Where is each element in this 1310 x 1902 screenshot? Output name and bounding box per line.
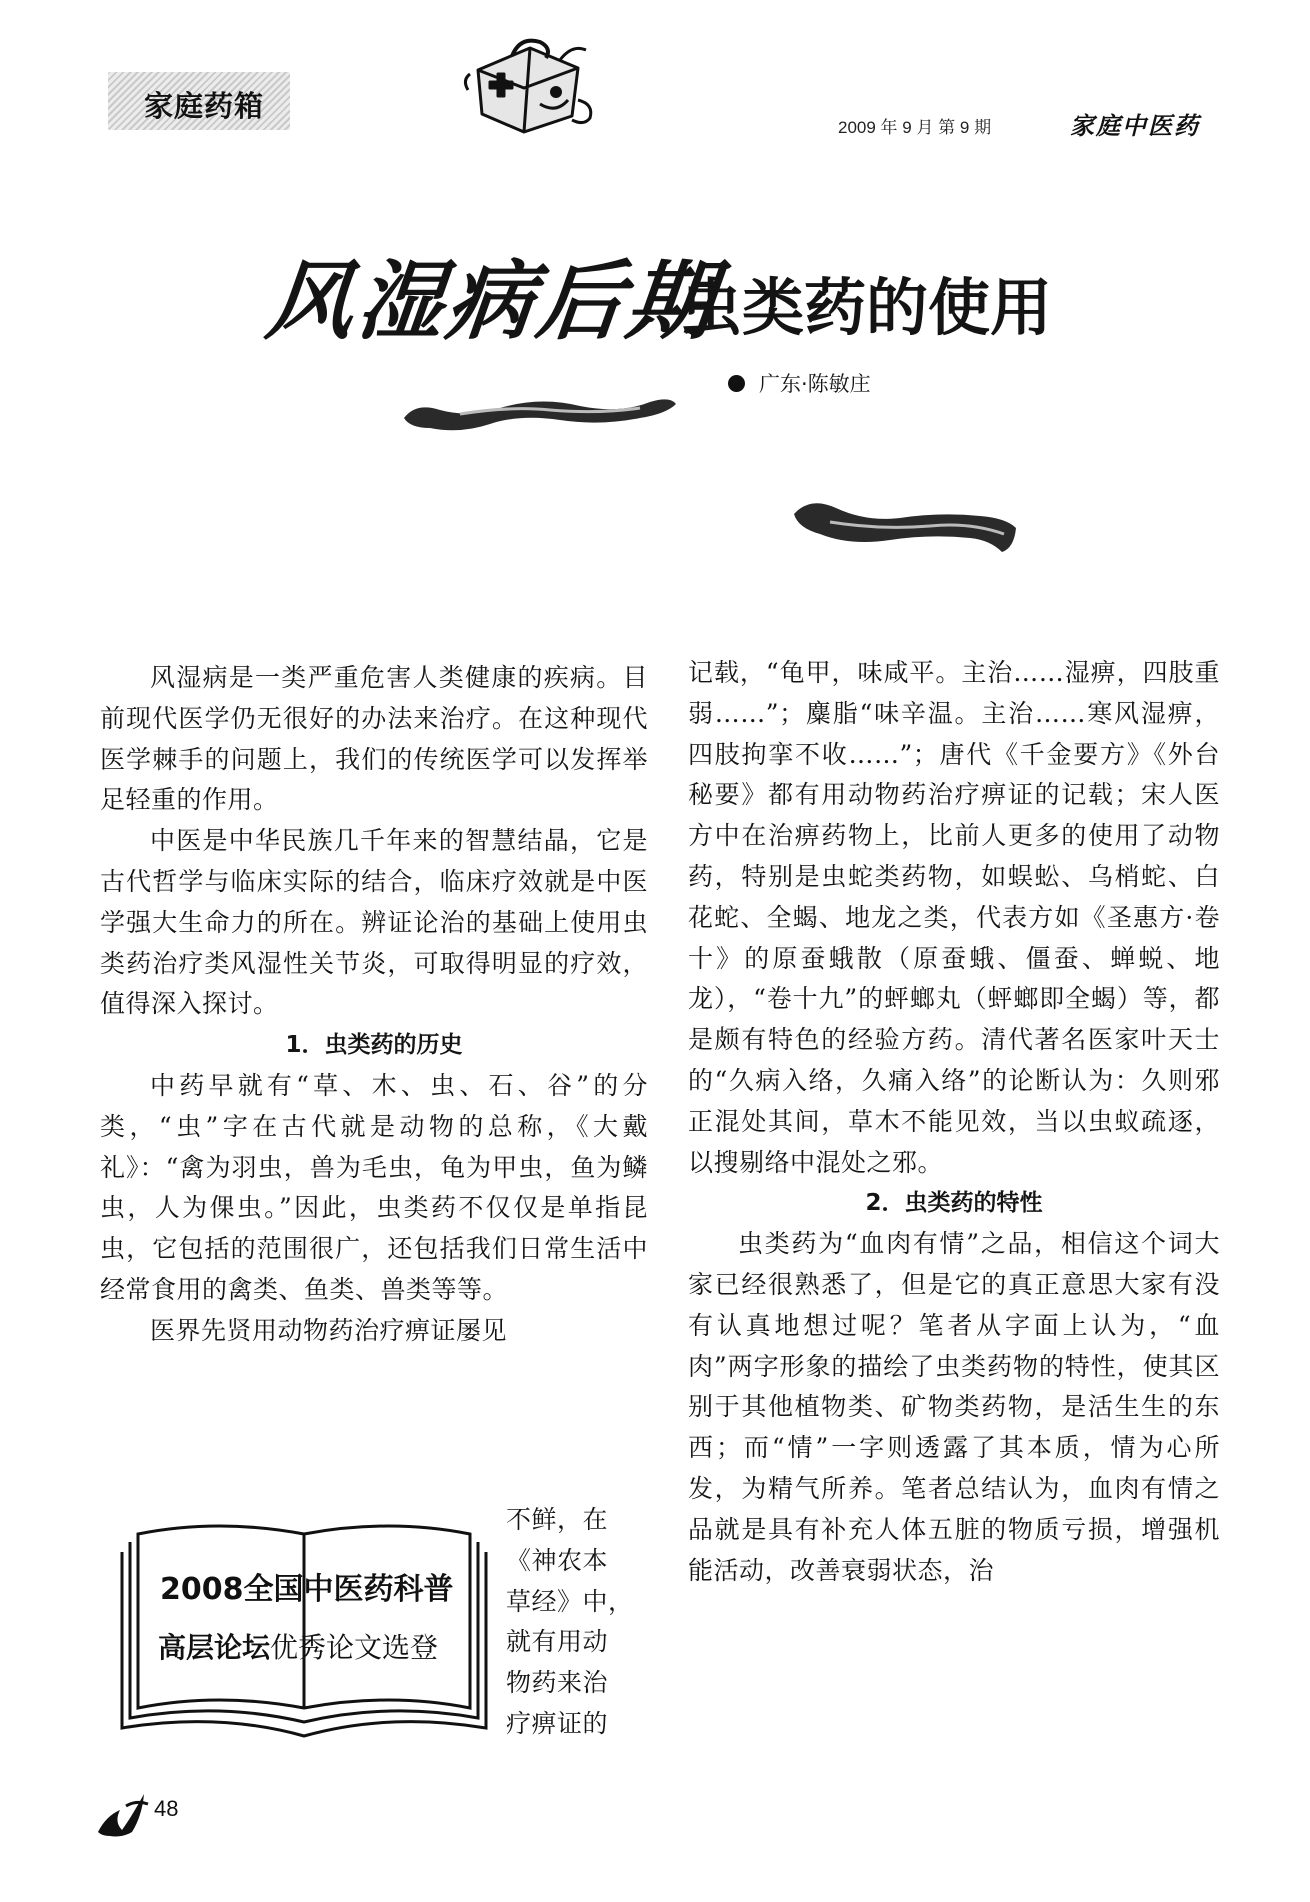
section-heading: 2．虫类药的特性 bbox=[865, 1190, 1043, 1217]
byline bbox=[728, 368, 871, 398]
text-line: 疗痹证的 bbox=[506, 1708, 609, 1738]
medicine-kit-icon bbox=[460, 30, 600, 140]
author-name: 广东·陈敏庄 bbox=[759, 372, 871, 396]
text-line: 草经》中， bbox=[506, 1586, 634, 1616]
text-line: 不鲜，在 bbox=[506, 1505, 609, 1534]
text-line: 就有用动 bbox=[506, 1627, 609, 1657]
page-ornament-icon bbox=[92, 1786, 162, 1840]
journal-name: 家庭中医药 bbox=[1070, 112, 1200, 140]
article-title-part1: 风湿病后期 bbox=[261, 252, 723, 352]
text-line: 《神农本 bbox=[506, 1545, 609, 1575]
paragraph: 医界先贤用动物药治疗痹证屡见 bbox=[150, 1315, 508, 1345]
bullet-icon bbox=[728, 375, 745, 392]
paragraph: 中医是中华民族几千年来的智慧结晶，它是古代哲学与临床实际的结合，临床疗效就是中医学强大生命力的所在。辨证论治的基础上使用虫类药治疗类风湿性关节炎，可取得明显的疗效，值得深入探讨。 bbox=[100, 826, 648, 1019]
banner-subtitle bbox=[158, 1626, 438, 1666]
banner-subtitle-bold: 高层论坛 bbox=[158, 1631, 271, 1664]
paragraph: 中药早就有“草、木、虫、石、谷”的分类，“虫”字在古代就是动物的总称，《大戴礼》：“禽为羽虫，兽为毛虫，龟为甲虫，鱼为鳞虫，人为倮虫。”因此，虫类药不仅仅是单指昆虫，它包括的范围很广，还包括我们日常生活中经常食用的禽类、鱼类、兽类等等。 bbox=[100, 1070, 648, 1304]
section-heading: 1．虫类药的历史 bbox=[285, 1032, 463, 1059]
text-line: 物药来治 bbox=[506, 1668, 609, 1698]
article-title-part2: 虫类药的使用 bbox=[680, 271, 1053, 344]
paragraph: 记载，“龟甲，味咸平。主治……湿痹，四肢重弱……”；麋脂“味辛温。主治……寒风湿痹，四肢拘挛不收……”；唐代《千金要方》《外台秘要》都有用动物药治疗痹证的记载；宋人医方中在治痹药物上，比前人更多的使用了动物药，特别是虫蛇类药物，如蜈蚣、乌梢蛇、白花蛇、全蝎、地龙之类，代表方如《圣惠方·卷十》的原蚕蛾散（原蚕蛾、僵蚕、蝉蜕、地龙），“卷十九”的蚲螂丸（蚲螂即全蝎）等，都是颇有特色的经验方药。清代著名医家叶天士的“久病入络，久痛入络”的论断认为：久则邪正混处其间，草木不能见效，当以虫蚁疏逐，以搜剔络中混处之邪。 bbox=[688, 658, 1220, 1177]
paragraph: 虫类药为“血肉有情”之品，相信这个词大家已经很熟悉了，但是它的真正意思大家有没有认真地想过呢？笔者从字面上认为，“血肉”两字形象的描绘了虫类药物的特性，使其区别于其他植物类、矿物类药物，是活生生的东西；而“情”一字则透露了其本质，情为心所发，为精气所养。笔者总结认为，血肉有情之品就是具有补充人体五脏的物质亏损，增强机能活动，改善衰弱状态，治 bbox=[688, 1229, 1220, 1585]
wrapped-text bbox=[506, 1500, 648, 1745]
page-number: 48 bbox=[154, 1796, 179, 1821]
issue-date: 2009 年 9 月 第 9 期 bbox=[838, 118, 992, 137]
banner-title: 2008全国中医药科普 bbox=[160, 1572, 454, 1607]
section-label: 家庭药箱 bbox=[144, 89, 265, 123]
banner-subtitle-light: 优秀论文选登 bbox=[270, 1631, 439, 1664]
left-column bbox=[100, 658, 648, 1352]
paragraph: 风湿病是一类严重危害人类健康的疾病。目前现代医学仍无很好的办法来治疗。在这种现代医学棘手的问题上，我们的传统医学可以发挥举足轻重的作用。 bbox=[100, 663, 648, 815]
right-column bbox=[688, 653, 1220, 1591]
brush-stroke-decoration bbox=[400, 384, 680, 440]
section-tab bbox=[108, 72, 290, 130]
brush-stroke-decoration-2 bbox=[790, 488, 1020, 558]
